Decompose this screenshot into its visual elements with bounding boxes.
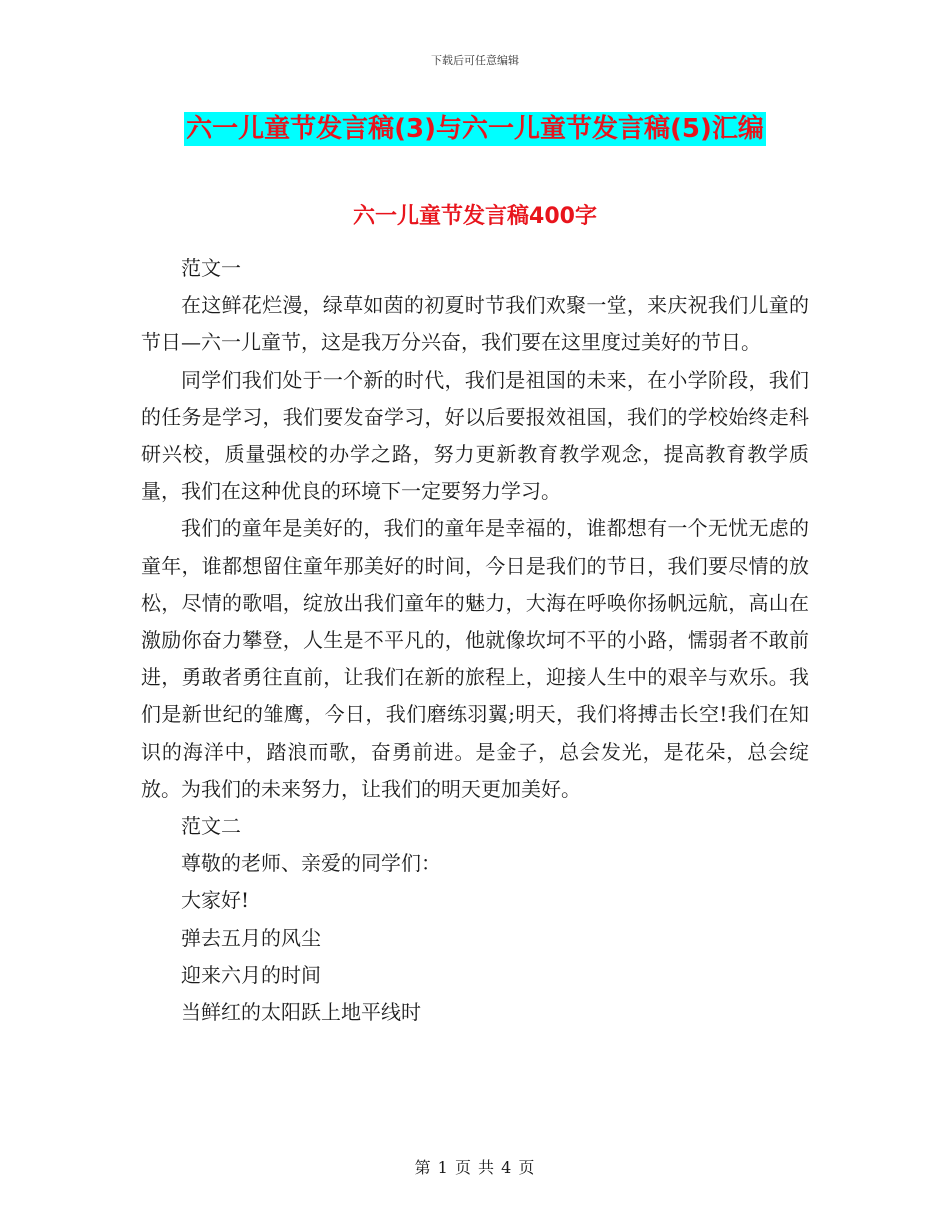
paragraph-verse-line: 迎来六月的时间 [181,962,321,987]
document-title-container [0,112,950,146]
section-title: 六一儿童节发言稿400字 [353,204,597,229]
document-body [141,250,809,1031]
paragraph-verse-line: 弹去五月的风尘 [181,925,321,950]
page-header-note: 下载后可任意编辑 [431,54,519,67]
paragraph: 我们的童年是美好的，我们的童年是幸福的，谁都想有一个无忧无虑的童年，谁都想留住童年那美好的时间，今日是我们的节日，我们要尽情的放松，尽情的歌唱，绽放出我们童年的魅力，大海在呼唤你扬帆远航，高山在激励你奋力攀登，人生是不平凡的，他就像坎坷不平的小路，懦弱者不敢前进，勇敢者勇往直前，让我们在新的旅程上，迎接人生中的艰辛与欢乐。我们是新世纪的雏鹰，今日，我们磨练羽翼;明天，我们将搏击长空!我们在知识的海洋中，踏浪而歌，奋勇前进。是金子，总会发光，是花朵，总会绽放。为我们的未来努力，让我们的明天更加美好。 [141,516,809,801]
paragraph: 同学们我们处于一个新的时代，我们是祖国的未来，在小学阶段，我们的任务是学习，我们要发奋学习，好以后要报效祖国，我们的学校始终走科研兴校，质量强校的办学之路，努力更新教育教学观念，提高教育教学质量，我们在这种优良的环境下一定要努力学习。 [141,367,809,504]
paragraph-sample-1-heading: 范文一 [181,256,241,280]
paragraph: 在这鲜花烂漫，绿草如茵的初夏时节我们欢聚一堂，来庆祝我们儿童的节日—六一儿童节，这是我万分兴奋，我们要在这里度过美好的节日。 [141,293,809,355]
document-title: 六一儿童节发言稿(3)与六一儿童节发言稿(5)汇编 [186,114,764,144]
paragraph-greeting: 大家好! [181,888,250,913]
paragraph-sample-2-heading: 范文二 [181,814,241,839]
page-number-footer: 第 1 页 共 4 页 [414,1158,536,1177]
paragraph-salutation: 尊敬的老师、亲爱的同学们： [181,851,441,876]
paragraph-verse-line: 当鲜红的太阳跃上地平线时 [181,1000,421,1025]
